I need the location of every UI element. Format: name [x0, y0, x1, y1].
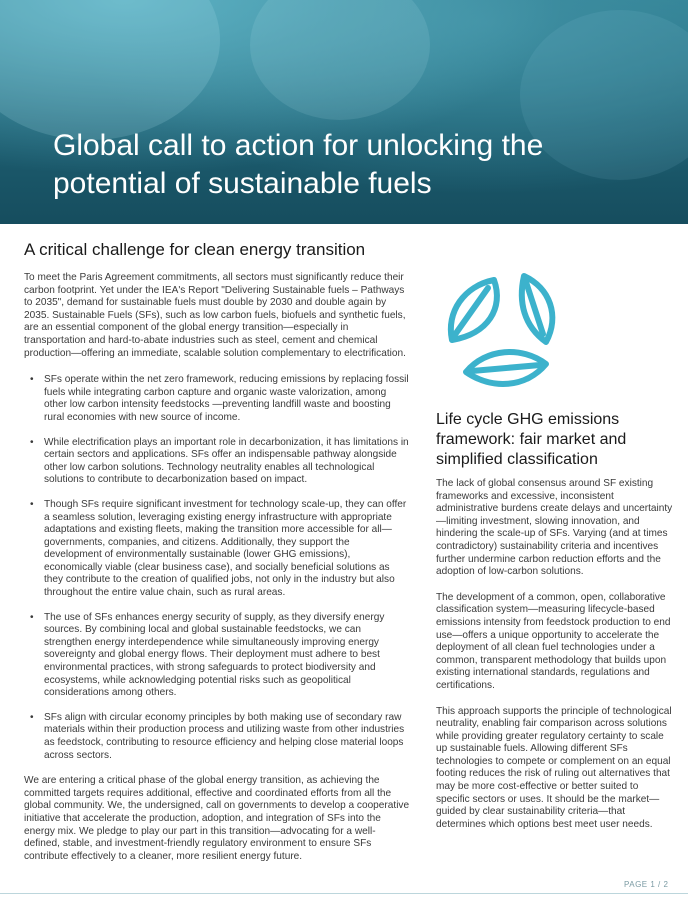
- left-column: [24, 272, 410, 863]
- bullet-item: • SFs operate within the net zero framework, reducing emissions by replacing fossil fuels while integrating carbon capture and organic waste valorization, among other low carbon intensity feedstocks —preventing landfill waste and boosting rural economies with new source of income.: [24, 374, 410, 424]
- bullet-item: • SFs align with circular economy principles by both making use of secondary raw materials within their production process and utilizing waste from other industries as feedstock, contributing to resource efficiency and helping close material loops across sectors.: [24, 712, 410, 762]
- right-column: [436, 478, 674, 831]
- bullet-item: • The use of SFs enhances energy security of supply, as they diversify energy sources. By combining local and global sustainable feedstocks, we can strengthen energy interdependence while simultaneously improving energy sovereignty and global energy flows. Their deployment must adhere to best environmental practices, with strong safeguards to protect biodiversity and ecosystems, while acknowledging potential risks such as geopolitical considerations among others.: [24, 612, 410, 700]
- page-title: Global call to action for unlocking the potential of sustainable fuels: [53, 129, 544, 200]
- banner-bokeh-light: [250, 0, 430, 120]
- banner-bokeh-light: [0, 0, 220, 140]
- page-number: PAGE 1 / 2: [624, 880, 669, 889]
- bullet-item: • Though SFs require significant investment for technology scale-up, they can offer a seamless solution, leveraging existing energy infrastructure with appropriate adaptations and existing fleets, making the transition more accessible for all—governments, companies, and citizens. Additionally, they support the development of environmentally sustainable (lower GHG emissions), economically viable (clear business case), and socially beneficial solutions as they contribute to the creation of qualified jobs, not only in the industry but also throughout the entire value chain, such as rural areas.: [24, 499, 410, 600]
- intro-paragraph: To meet the Paris Agreement commitments, all sectors must significantly reduce their carbon footprint. Yet under the IEA's Report "Delivering Sustainable fuels – Pathways to 2035", demand for sustainable fuels must double by 2030 and double again by 2035. Sustainable Fuels (SFs), such as low carbon fuels, biofuels and synthetic fuels, are an essential component of the global energy transition—especially in transportation and hard-to-abate industries such as steel, cement and chemical production—offering an immediate, scalable solution complementary to electrification.: [24, 272, 406, 359]
- three-leaves-icon: [442, 268, 570, 396]
- footer-divider: [0, 893, 688, 894]
- bullet-list: [24, 374, 410, 762]
- framework-paragraph: The lack of global consensus around SF existing frameworks and excessive, inconsistent administrative burdens create delays and uncertainty—limiting investment, slowing innovation, and hindering the scale-up of SFs. Varying (and at times contradictory) sustainability criteria and incentives further undermine carbon reduction efforts and the adoption of low-carbon solutions.: [436, 478, 673, 578]
- bullet-item: • While electrification plays an important role in decarbonization, it has limitations in certain sectors and applications. SFs offer an indispensable pathway alongside other low carbon solutions. Technology neutrality enables all technological solutions to contribute to decarbonization based on impact.: [24, 437, 410, 487]
- framework-paragraph: This approach supports the principle of technological neutrality, enabling fair comparison across solutions while providing greater regulatory certainty to scale up sustainable fuels. Allowing different SFs technologies to compete or complement on an equal footing reduces the risk of ruling out alternatives that may be more cost-effective or better suited to specific sectors or uses. It should be the market—guided by clear sustainability criteria—that determines which options best meet user needs.: [436, 705, 672, 830]
- section-heading-framework: Life cycle GHG emissions framework: fair market and simplified classification: [436, 411, 627, 468]
- framework-paragraph: The development of a common, open, collaborative classification system—measuring lifecycle-based emissions intensity from feedstock production to end use—offers a unique opportunity to accelerate the deployment of all clean fuel technologies under a common, transparent methodology that builds upon existing international standards, regulations and certifications.: [436, 591, 671, 691]
- closing-paragraph: We are entering a critical phase of the global energy transition, as achieving the committed targets requires additional, effective and coordinated efforts from all the global community. We, the undersigned, call on governments to develop a cooperative initiative that accelerate the production, adoption, and integration of SFs into the energy mix. We pledge to play our part in this transition—advocating for a well-defined, stable, and investment-friendly regulatory environment to ensure SFs contribute effectively to a cleaner, more resilient energy future.: [24, 775, 410, 862]
- section-heading-challenge: A critical challenge for clean energy transition: [24, 240, 366, 259]
- header-banner: [0, 0, 688, 224]
